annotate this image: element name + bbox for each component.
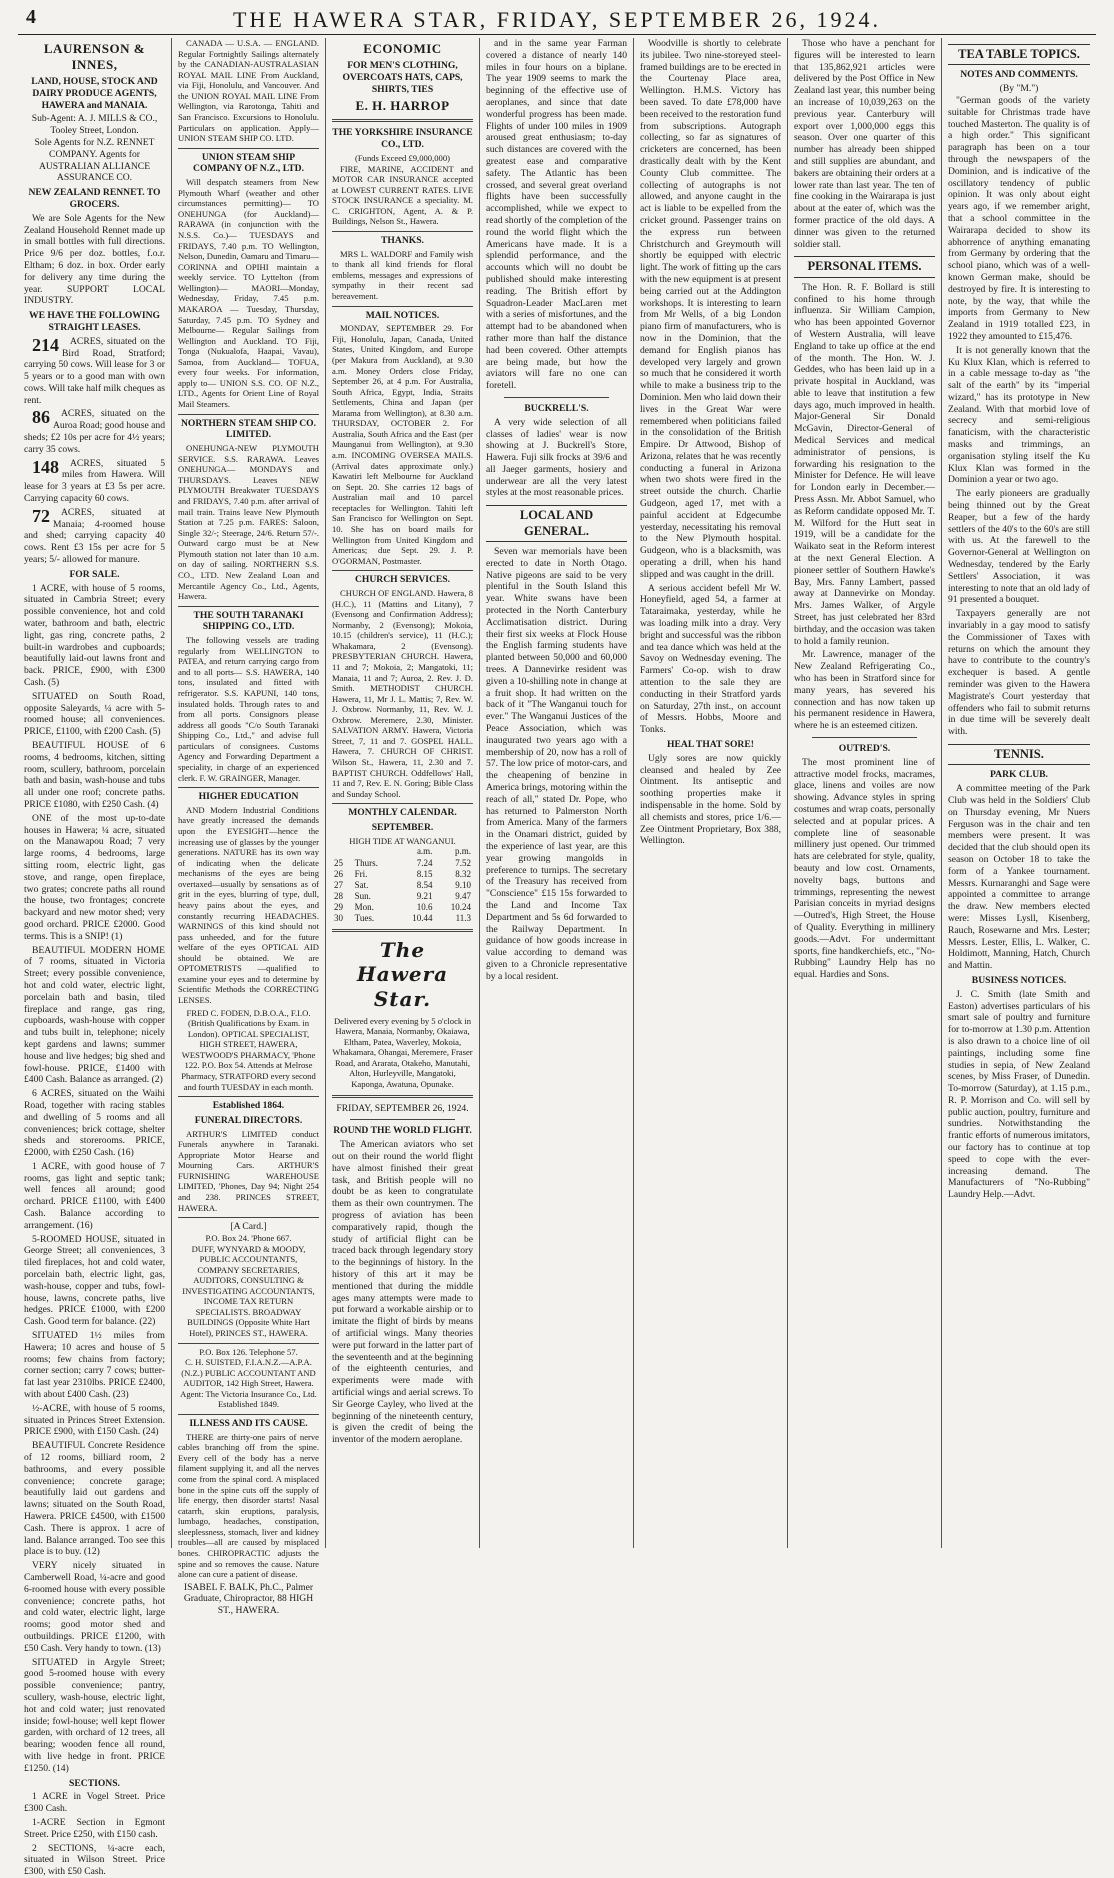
sale-item-9: SITUATED 1½ miles from Hawera; 10 acres and house of 5 rooms; few chains from factory; corner section; carry 7 cows; butter-fat last year 2310lbs. PRICE £2400, with about £400 Cash. (23): [24, 1330, 165, 1401]
sale-item-13: SITUATED in Argyle Street; good 5-roomed house with every possible convenience; pantry, scullery, wash-house, electric light, hot and cold water; just renovated inside; fowl-house; well kept flower garden, with orchard of 12 trees, all bearing; wooden fence all round, with live hedge in front. PRICE £1250. (14): [24, 1656, 165, 1774]
tennis-heading: TENNIS.: [948, 744, 1090, 765]
sale-item-11: BEAUTIFUL Concrete Residence of 12 rooms, billiard room, 2 bathrooms, and every possible convenience; concrete garage; beautifully laid out gardens and lawns; situated on the South Road, Hawera. PRICE £4500, with £1500 Cash. There is approx. 1 acre of land. Balance arranged. Too see this place is to buy. (12): [24, 1440, 165, 1558]
tide-cell: 9.47: [455, 890, 471, 901]
lease-1-text: ACRES, situated on the Bird Road, Stratford; carrying 50 cows. Will lease for 3 or 5 years or to a good man with own cows. Will take half milk cheques as rent.: [24, 335, 165, 406]
tea-table-text-3: The early pioneers are gradually being thinned out by the Great Reaper, but a few of the hardy settlers of the 40's to the 60's are still with us. At the farewell to the Governor-General at Wellington on Wednesday, tendered by the Early Settlers' Association, it was interesting to note that an old lady of 91 presented a bouquet.: [948, 488, 1090, 606]
mail-notices-heading: MAIL NOTICES.: [332, 306, 473, 322]
world-flight-text: The American aviators who set out on their round the world flight have almost finished their great task, and British people will no doubt be as keen to congratulate them as their own countrymen. The progress of aviation has been comparatively rapid, though the study of artificial flight can be traced back through legendary story to the beginnings of history. In the history of this art it may be mentioned that during the middle ages many attempts were made to put forward a workable airship or to imitate the flight of birds by means of artificial wings. Many theories were put forward in the latter part of the seventeenth and at the beginning of the eighteenth centuries, and experiments were made with artificial wings and aerial screws. To Sir George Cayley, who lived at the beginning of the nineteenth century, is given the credit of being the inventor of the modern aeroplane.: [332, 1139, 473, 1446]
tide-cell: Fri.: [354, 868, 368, 879]
church-services-heading: CHURCH SERVICES.: [332, 570, 473, 586]
sale-item-10: ½-ACRE, with house of 5 rooms, situated in Princes Street Extension. PRICE £900, with £150 Cash. (24): [24, 1402, 165, 1438]
personal-items-text-2: Mr. Lawrence, manager of the New Zealand Refrigerating Co., who has been in Stratford since for many years, has severed his connection and has now taken up his permanent residence in Hawera, where he is an esteemed citizen.: [794, 649, 935, 732]
tide-cell: Sat.: [354, 879, 369, 890]
northern-steamship-heading: NORTHERN STEAM SHIP CO. LIMITED.: [178, 414, 319, 442]
thanks-text: MRS L. WALDORF and Family wish to thank all kind friends for floral emblems, messages and expressions of sympathy in their recent sad bereavement.: [332, 248, 473, 301]
tide-col-weekday: [353, 846, 396, 857]
outred-heading: OUTRED'S.: [838, 743, 891, 754]
illness-heading: ILLNESS AND ITS CAUSE.: [178, 1414, 319, 1430]
duff-wynyard-moody-ad: DUFF, WYNYARD & MOODY, PUBLIC ACCOUNTANTS, COMPANY SECRETARIES, AUDITORS, CONSULTING & INVESTIGATING ACCOUNTANTS, INCOME TAX RETURN SPECIALISTS. BROADWAY BUILDINGS (Opposite White Hart Hotel), PRINCES ST., HAWERA.: [182, 1243, 315, 1339]
column-6: [788, 38, 942, 1548]
business-notices-heading: BUSINESS NOTICES.: [971, 974, 1067, 986]
personal-items-text: The Hon. R. F. Bollard is still confined to his home through influenza. Sir William Campion, who has been appointed Governor of Western Australia, will leave England to take up office at the end of the month. The Hon. W. J. Geddes, who has been laid up in a private hospital in Auckland, was able to leave that institution a few days ago, much improved in health. Major-General Sir Donald McGavin, Director-General of Medical Services and medical administrator of pensions, is forwarding his resignation to the Minister for Defence. He will leave for London early in December.—Press Assn. Mr. Abbot Samuel, who as Reform candidate opposed Mr. T. M. Wilford for the Hutt seat in 1919, will be a candidate for the Waikato seat in the Reform interest at the next General Election. A pioneer settler of Southern Hawke's Bay, Mrs. Fanny Lambert, passed away at Dannevirke on Monday. Mrs. James Walker, of Argyle Street, has just celebrated her 83rd birthday, and the occasion was taken to hold a family reunion.: [794, 281, 935, 647]
south-taranaki-shipping-heading: THE SOUTH TARANAKI SHIPPING CO., LTD.: [178, 606, 319, 634]
masthead: [18, 4, 1096, 35]
lease-3-text: ACRES, situated 5 miles from Hawera. Will lease for 3 years at £3 5s per acre. Carrying capacity 60 cows.: [24, 457, 165, 505]
hawera-star-flag: The Hawera Star.: [356, 937, 449, 1012]
local-news-text-1: Woodville is shortly to celebrate its jubilee. Two nine-storeyed steel-framed buildings are to be erected in the Courtenay Place area, Wellington. H.M.S. Victory has been saved. To date £78,000 have been received to the restoration fund from subscriptions. Autograph collecting, so far as signatures of cricketers are concerned, has been drastically dealt with by the Kent County Club committee. The collecting of autographs is not allowed, and anyone caught in the act is liable to be expelled from the cricket ground. Passenger trains on the express run between Christchurch and Greymouth will shortly be equipped with electric light. The work of fitting up the cars with the new equipment is at present being carried out at the Addington workshops. It is interesting to learn from Mr Wells, of a big London piano firm of manufacturers, who is now in the Dominion, that the demand for English pianos has developed very largely and grown so much that he considered it worth while to make a business trip to the Dominion. Men who laid down their lives in the Great War were remembered when politicians failed in the consolidation of the British Empire. Dr Attwood, Bishop of Arizona, relates that he was recently conducting a funeral in Arizona when two shots were fired in the street outside the church. Charlie Gudgeon, aged 17, met with a painful accident at Edgecumbe yesterday, necessitating his removal to the New Plymouth hospital. Gudgeon, who is a blacksmith, was operating a drill, when his hand slipped and was caught in the drill.: [640, 38, 781, 580]
tide-heading: HIGH TIDE AT WANGANUI.: [349, 835, 456, 846]
byline: (By "M."): [999, 83, 1039, 95]
newspaper-columns: [18, 38, 1096, 1878]
tea-table-text-1: "German goods of the variety suitable for Christmas trade have touched Masterton. The quality is of a high order." This significant paragraph has been on a tour through the newspapers of the Dominion, and is indicative of the oscillatory tendency of public opinion. It was only about eight years ago, if we remember aright, that a school committee in the Wairarapa decided to show its abhorrence of anything emanating from Germany by ordering that the school piano, which was of a well-known German make, should be destroyed by fire. It is interesting to note, by the way, that while the imports from Germany to New Zealand in 1919 totalled £23, in 1922 they amounted to £15,476.: [948, 94, 1090, 342]
tide-cell: 9.10: [455, 879, 471, 890]
funeral-heading: FUNERAL DIRECTORS.: [194, 1114, 303, 1126]
mail-notices-text: MONDAY, SEPTEMBER 29. For Fiji, Honolulu, Japan, Canada, United States, United Kingdom, and Europe (per Makura from Auckland), at 9.30 a.m. Money Orders close Friday, September 26, at 4 p.m. For Australia, South Africa, Egypt, India, Straits Settlements, China and Japan (per Marama from Wellington), at 8.30 a.m. THURSDAY, OCTOBER 2. For Australia, South Africa and the East (per Maunganui from Wellington), at 9.30 a.m. INCOMING OVERSEA MAILS. (Arrival dates approximate only.) Kawatiri left Melbourne for Auckland on Sept. 20. She carries 12 bags of Australian mail and 10 parcel receptacles for Wellington. Tahiti left San Francisco for Wellington on Sept. 10. She has on board mails for Wellington from United Kingdom and Americas; due Sept. 29. J. P. O'GORMAN, Postmaster.: [332, 323, 473, 566]
park-club-heading: PARK CLUB.: [990, 769, 1048, 781]
divider: [350, 1119, 455, 1120]
yorkshire-insurance-heading: THE YORKSHIRE INSURANCE CO., LTD.: [332, 127, 473, 151]
tea-table-topics-heading: TEA TABLE TOPICS.: [948, 44, 1090, 65]
tide-row: [332, 869, 473, 880]
newspaper-title: THE HAWERA STAR, FRIDAY, SEPTEMBER 26, 1924.: [233, 7, 881, 32]
local-general-heading: LOCAL AND GENERAL.: [486, 505, 627, 542]
sale-item-4: ONE of the most up-to-date houses in Hawera; ¼ acre, situated on the Manawapou Road; 7 very large rooms, 4 bedrooms, large sitting room, electric light, gas stove, and range, open fireplace, two grates; concrete paths all round the house, two frontages; concrete backyard and new motor shed; very good orchard. PRICE £2000. Good terms. This is a SNIP! (1): [24, 812, 165, 942]
divider: [332, 1095, 473, 1098]
section-item-3: 2 SECTIONS, ¼-acre each, situated in Wilson Street. Price £300, with £50 Cash.: [24, 1842, 165, 1878]
column-3: [326, 38, 480, 1548]
sale-item-7: 1 ACRE, with good house of 7 rooms, gas light and septic tank; well fences all around; good orchard. PRICE £1100, with £400 Cash. Balance according to arrangement. (16): [24, 1160, 165, 1231]
tide-cell: 8.32: [455, 868, 471, 879]
buckrell-heading: BUCKRELL'S.: [524, 402, 589, 414]
tide-table: [332, 846, 473, 923]
yorkshire-insurance-capital: (Funds Exceed £9,000,000): [355, 152, 450, 163]
laurenson-heading: LAURENSON & INNES,: [43, 41, 146, 72]
sale-item-12: VERY nicely situated in Camberwell Road, ¼-acre and good 6-roomed house with every possible convenience; concrete paths, hot and cold water, electric light, large rooms; good motor shed and outbuildings. PRICE £1200, with £50 Cash. Very handy to town. (13): [24, 1560, 165, 1654]
lease-heading: WE HAVE THE FOLLOWING STRAIGHT LEASES.: [28, 310, 161, 333]
tide-cell: 30: [334, 912, 343, 923]
tide-cell: 9.21: [416, 890, 433, 901]
sale-item-3: BEAUTIFUL HOUSE of 6 rooms, 4 bedrooms, kitchen, sitting room, scullery, bathroom, porcelain bath and basin, wash-house and tubs all under one roof; concrete paths. PRICE £1080, with £250 Cash. (4): [24, 740, 165, 810]
section-item-2: 1-ACRE Section in Egmont Street. Price £250, with £150 cash.: [24, 1816, 165, 1840]
monthly-calendar-heading: MONTHLY CALENDAR.: [332, 803, 473, 819]
buckrell-text: A very wide selection of all classes of ladies' wear is now showing at J. Buckrell's Store, Hawera. Fuji silk frocks at 39/6 and all Jaeger garments, hosiery and underwear are all the very latest styles at the most reasonable prices.: [486, 416, 627, 499]
divider: [812, 737, 917, 738]
notes-comments-heading: NOTES AND COMMENTS.: [960, 69, 1078, 81]
northern-steamship-text: ONEHUNGA-NEW PLYMOUTH SERVICE. S.S. RARAWA. Leaves ONEHUNGA— MONDAYS and THURSDAYS. Leaves NEW PLYMOUTH Breakwater TUESDAYS and FRIDAYS, 7.40 p.m. after arrival of mail train. Trains leave New Plymouth Station at 7.25 p.m. FARES: Saloon, Single 32/-; Steerage, 24/6. Return 57/-. Outward cargo must be at New Plymouth station not later than 10 a.m. on day of sailing. NORTHERN S.S. CO., LTD. New Zealand Loan and Mercantile Agency Co., Ltd., Agents, Hawera.: [178, 443, 319, 602]
sale-item-8: 5-ROOMED HOUSE, situated in George Street; all conveniences, 3 tiled fireplaces, hot and cold water, porcelain bath, electric light, gas, wash-house, copper and tubs, fowl-house, lawns, concrete paths, live hedges. PRICE £1000, with £200 Cash. Good term for balance. (22): [24, 1233, 165, 1328]
economic-text: FOR MEN'S CLOTHING, OVERCOATS HATS, CAPS, SHIRTS, TIES: [342, 59, 463, 95]
foden-optician-ad: FRED C. FODEN, D.B.O.A., F.I.O. (British Qualifications by Exam. in London). OPTICAL SPECIALIST, HIGH STREET, HAWERA, WESTWOOD'S PHARMACY, 'Phone 122. P.O. Box 54. Attends at Melrose Pharmacy, STRATFORD every second and fourth TUESDAY in each month.: [181, 1007, 316, 1092]
tide-col-am: a.m.: [416, 846, 433, 857]
south-taranaki-shipping-text: The following vessels are trading regularly from WELLINGTON to PATEA, and return carrying cargo from and to all ports— S.S. HAWERA, 140 tons, insulated and fitted with refrigerator. S.S. KAPUNI, 140 tons, insulated holds. Through rates to and from all ports. Consignors please address all goods "C/o South Taranaki Shipping Co., Ltd.," and advise full particulars of consignees. Customs Agency and Forwarding Department a speciality, in charge of an experienced clerk. F. W. GRAINGER, Manager.: [178, 635, 319, 783]
lease-2-text: ACRES, situated on the Auroa Road; good house and sheds; £2 10s per acre for 4½ years; carry 35 cows.: [24, 408, 165, 455]
local-news-text-3: Those who have a penchant for figures will be interested to learn that 135,862,921 articles were delivered by the Post Office in New Zealand last year, this number being an increase of 10,039,263 on the previous year. Canterbury will export over 1,000,000 eggs this season. Over one quarter of this number has already been shipped and still supplies are abundant, and bakers are obtaining their orders at a lower rate than last year. The ten of fine cooking in the Wairarapa is just about at the eater of, which was the former practice of the old days. A dinner was given to the returned soldier stall.: [794, 38, 935, 250]
divider: [504, 397, 609, 398]
thanks-heading: THANKS.: [332, 231, 473, 247]
section-item-1: 1 ACRE in Vogel Street. Price £300 Cash.: [24, 1791, 165, 1815]
canada-shipping-ad: CANADA — U.S.A. — ENGLAND. Regular Fortnightly Sailings alternately by the CANADIAN-AUSTRALASIAN ROYAL MAIL LINE From Auckland, via Fiji, Honolulu, and Vancouver. And the UNION ROYAL MAIL LINE From Wellington, via Rarotonga, Tahiti and San Francisco. Excursions to Honolulu. Particulars on application. Apply— UNION STEAM SHIP CO. LTD.: [178, 38, 319, 144]
issue-date: FRIDAY, SEPTEMBER 26, 1924.: [336, 1102, 469, 1114]
world-flight-heading: ROUND THE WORLD FLIGHT.: [333, 1125, 472, 1137]
tide-cell: 29: [334, 901, 343, 912]
laurenson-subheading: LAND, HOUSE, STOCK AND DAIRY PRODUCE AGENTS, HAWERA and MANAIA.: [31, 75, 158, 111]
rennet-text: We are Sole Agents for the New Zealand Household Rennet made up in small bottles with full directions. Price 9/6 per doz. bottles, f.o.r. Eltham; 6 doz. in box. Order early for delivery any time during the year. SUPPORT LOCAL INDUSTRY.: [24, 212, 165, 307]
tide-row: [332, 902, 473, 913]
balk-chiropractor-ad: ISABEL F. BALK, Ph.C., Palmer Graduate, Chiropractor, 88 HIGH ST., HAWERA.: [183, 1581, 314, 1617]
column-2: [172, 38, 326, 1617]
established-line: Established 1864.: [178, 1096, 319, 1112]
church-services-text: CHURCH OF ENGLAND. Hawera, 8 (H.C.), 11 (Mattins and Litany), 7 (Evensong and Confirmation Address); Normanby, 2 (Evensong); Mokoia, 10.15 (children's service), 11 (H.C.); Whakamara, 2 (Evensong). PRESBYTERIAN CHURCH. Hawera, 11 and 7; Mokoia, 2; Mangatoki, 11; Manaia, 11 and 7; Auroa, 2. Rev. J. D. Smith. METHODIST CHURCH. Hawera, 11, Mr J. L. Mattis; 7, Rev. W. J. Oxbrow. Normanby, 11, Rev. W. J. Oxbrow. Meremere, 2.30, Minister. SALVATION ARMY. Hawera, Victoria Street, 7, 11 and 7. GOSPEL HALL. Hawera, 7. CHURCH OF CHRIST. Wilson St., Hawera, 11, 2.30 and 7. BAPTIST CHURCH. Oddfellows' Hall, 11 and 7, Rev. E. N. Goring; Bible Class and Sunday School.: [332, 588, 473, 799]
tide-row: [332, 880, 473, 891]
personal-items-heading: PERSONAL ITEMS.: [794, 256, 935, 277]
heal-sore-text: Ugly sores are now quickly cleansed and healed by Zee Ointment. Its antiseptic and soothing properties make it indispensable in the home. Sold by all chemists and stores, price 1/6.—Zee Ointment Proprietary, Box 388, Wellington.: [640, 752, 781, 847]
tide-cell: 7.24: [416, 857, 433, 868]
tide-cell: 26: [334, 868, 343, 879]
harrop-name: E. H. HARROP: [355, 98, 450, 114]
sale-item-6: 6 ACRES, situated on the Waihi Road, together with racing stables and dwelling of 5 rooms and all conveniences; brick cottage, shelter sheds and storerooms. PRICE, £2000, with £250 Cash. (16): [24, 1088, 165, 1159]
tide-col-pm: p.m.: [454, 846, 471, 857]
column-4: [480, 38, 634, 1548]
tide-cell: 27: [334, 879, 343, 890]
column-7: [942, 38, 1096, 1548]
higher-education-text: AND Modern Industrial Conditions have greatly increased the demands upon the EYESIGHT—hence the increasing use of glasses by the younger generations. NATURE has its own way of indicating when the delicate mechanisms of the eyes are being overtaxed—usually by sensations as of grit in the eyes, blurring of type, dull, heavy pains about the eyes, and constantly recurring HEADACHES. WARNINGS of this kind should not pass unheeded, and for the future welfare of the eyes OPTICAL AID should be obtained. We are OPTOMETRISTS —qualified to examine your eyes and to determine by Scientific Methods the CORRECTING LENSES.: [178, 804, 319, 1006]
lease-4-acres: 72: [32, 505, 50, 526]
lease-2-acres: 86: [32, 407, 50, 428]
page-number: 4: [26, 6, 36, 28]
tide-row: [332, 891, 473, 902]
sale-heading: FOR SALE.: [69, 568, 120, 580]
sale-item-5: BEAUTIFUL MODERN HOME of 7 rooms, situated in Victoria Street; every possible convenience, hot and cold water, electric light, porcelain bath and basin, tiled fireplace and range, gas ring, cupboards, wash-house with copper and tubs built in, telephone; nicely kept gardens and lawns; summer house and live hedges; big shed and fowl-house. PRICE, £1400 with £400 Cash. Balance as arranged. (2): [24, 944, 165, 1086]
tide-cell: 10.44: [412, 912, 433, 923]
park-club-text: A committee meeting of the Park Club was held in the Soldiers' Club on Thursday evening, Mr Nuers Ferguson was in the chair and ten members were present. It was decided that the club should open its season on October 18 to take the form of a Yankee tournament. Messrs. Kurnaranghi and Sage were appointed a committee to arrange the draw. New members elected were: Misses Lysll, Kisenberg, Rauch, Rosewarne and Mrs. Lester; Messrs. Lester, Ellis, L. Walker, C. Holdimott, Manning, Hatch, Church and Mattin.: [948, 783, 1090, 972]
tea-table-text-2: It is not generally known that the Ku Klux Klan, which is referred to in a cable message to-day as "the salt of the earth" by its "imperial wizard," has its prototype in New Zealand. With that morbid love of secrecy and semi-religious fanaticism, with the characteristic masks and trimmings, an organisation styling itself the Ku Klux Klan was formed in the Dominion a year or two ago.: [948, 344, 1090, 486]
tide-row: [332, 858, 473, 869]
higher-education-heading: HIGHER EDUCATION: [178, 787, 319, 803]
calendar-month: SEPTEMBER.: [371, 822, 434, 834]
rennet-heading: NEW ZEALAND RENNET. TO GROCERS.: [28, 187, 161, 210]
divider: [332, 119, 473, 122]
tide-cell: Tues.: [354, 912, 375, 923]
tide-cell: 7.52: [455, 857, 471, 868]
heal-sore-heading: HEAL THAT SORE!: [667, 739, 754, 751]
tide-cell: Mon.: [354, 901, 374, 912]
business-notices-text: J. C. Smith (late Smith and Easton) advertises particulars of his smart sale of poultry and furniture for to-morrow at 1.30 p.m. Attention is also drawn to a choice line of oil paintings, including some fine studies in sepia, of New Zealand scenes, by Miss Fraser, of Dunedin. To-morrow (Saturday), at 1.15 p.m., R. P. Morrison and Co. will sell by public auction, poultry, furniture and sundries. Notwithstanding the frantic efforts of numerous imitators, our factory has to continue at top speed to cope with the ever-increasing demand. The Manufacturers of "No-Rubbing" Laundry Help.—Advt.: [948, 988, 1090, 1201]
card-label: [A Card.]: [178, 1217, 319, 1233]
tide-cell: 28: [334, 890, 343, 901]
subagent-line: Sub-Agent: A. J. MILLS & CO., Tooley Street, London.: [31, 113, 158, 137]
sale-item-2: SITUATED on South Road, opposite Saleyards, ¼ acre with 5-roomed house; all conveniences. PRICE, £1100, with £200 Cash. (5): [24, 690, 165, 738]
tea-table-text-4: Taxpayers generally are not invariably in a gay mood to satisfy the Commissioner of Taxes with returns on which the amount they have to contribute to the country's exchequer is based. A gentle reminder was given to the Hawera Magistrate's Court yesterday that offenders who fail to submit returns in due time will be severely dealt with.: [948, 608, 1090, 738]
duff-contact: P.O. Box 24. 'Phone 667.: [205, 1232, 292, 1243]
tide-cell: 10.6: [416, 901, 433, 912]
column-5: [634, 38, 788, 1548]
tide-cell: 10.24: [450, 901, 471, 912]
yorkshire-insurance-text: FIRE, MARINE, ACCIDENT and MOTOR CAR INSURANCE accepted at LOWEST CURRENT RATES. LIVE STOCK INSURANCE a speciality. M. C. CRIGHTON, Agent, A. & P. Buildings, Nelson St., Hawera.: [332, 163, 473, 227]
union-steamship-text: Will despatch steamers from New Plymouth Wharf (weather and other circumstances permitting)— TO ONEHUNGA (for Auckland)— RARAWA (in conjunction with the N.S.S. Co.)— TUESDAYS and FRIDAYS, 7.40 p.m. TO Wellington, Nelson, Dunedin, Oamaru and Timaru— CORINNA and OPIHI maintain a weekly service. TO Lyttelton (from Wellington)— MAORI—Monday, Wednesday, Friday, 7.45 p.m. MAKAROA — Tuesday, Thursday, Saturday, 7.45 p.m. TO Sydney and Melbourne— Regular Sailings from Wellington and Auckland. TO Fiji, Tonga (Nukualofa, Haapai, Vavau), Samoa, from Auckland— TOFUA, every four weeks. For information, apply to— UNION S.S. CO. OF N.Z., LTD., Agents for Orient Line of Royal Mail Steamers.: [178, 177, 319, 410]
suisted-contact: P.O. Box 126. Telephone 57.: [178, 1343, 319, 1358]
sections-heading: SECTIONS.: [69, 1777, 120, 1789]
delivery-notice: Delivered every evening by 5 o'clock in Hawera, Manaia, Normanby, Okaiawa, Eltham, Patea, Waverley, Mokoia, Whakamara, Ohangai, Meremere, Fraser Road, and Ararata, Otakeho, Manutahi, Alton, Hurleyville, Mangatoki, Kaponga, Awatuna, Opunake.: [332, 1015, 473, 1090]
lease-3-acres: 148: [32, 456, 59, 477]
local-general-text: Seven war memorials have been erected to date in North Otago. Native pigeons are said to be very plentiful in the South Island this year. White swans have been protected in the North Canterbury Acclimatisation district. During their first six weeks at Flock House the English farming students have planted between 50,000 and 60,000 trees. A Dannevirke resident was given a 10-shilling note in change at a fruit shop. It had written on the back of it "The Wanganui touch for ever." The Wanganui Justices of the Peace Association, which was inaugurated two years ago with a membership of 20, now has a roll of 57. The low price of motor-cars, and the cheapening of benzine in America brings, motoring within the reach of all," stated Dr. Pope, who has returned to Palmerston North from America. Many of the farmers in the Onamari district, guided by the experience of last year, are this year growing mangolds in preference to turnips. The secretary of the Treasury has received from "Conscience" £15 15s forwarded to the Land and Income Tax Department and 5s 6d forwarded to the Railway Department. In guidance of how goods increase in value according to demand was given to a Chronicle representative by a local resident.: [486, 546, 627, 982]
tide-row: [332, 913, 473, 924]
funeral-text: ARTHUR'S LIMITED conduct Funerals anywhere in Taranaki. Appropriate Motor Hearse and Mourning Cars. ARTHUR'S FURNISHING WAREHOUSE LIMITED, 'Phones, Day 94; Night 254 and 238. PRINCES STREET, HAWERA.: [178, 1128, 319, 1213]
tide-cell: Thurs.: [354, 857, 378, 868]
sale-item-1: 1 ACRE, with house of 5 rooms, situated in Cambria Street; every possible convenience, hot and cold water, bathroom and bath, electric light, gas ring, concrete paths, 2 built-in wardrobes and cupboards; beautifully laid-out lawns front and back. PRICE, £900, with £300 Cash. (5): [24, 582, 165, 689]
economic-heading: ECONOMIC: [363, 41, 442, 56]
union-steamship-heading: UNION STEAM SHIP COMPANY OF N.Z., LTD.: [178, 148, 319, 176]
outred-text: The most prominent line of attractive model frocks, macrames, glace, linens and voiles are now showing. Advance styles in spring costumes and wrap coats, personally selected and at popular prices. A complete line of seasonable millinery just opened. Our trimmed hats are celebrated for style, quality, beauty and low cost. Ornaments, novelty bags, buttons and trimmings, representing the newest Parisian conceits in myriad designs—Outred's, High Street, the House of Quality. Everything in millinery goods.—Advt. For undermittant sports, fine handkerchiefs, etc., "No-Rubbing" Laundry Help has no equal. Hardies and Sons.: [794, 756, 935, 981]
local-news-text-2: A serious accident befell Mr W. Honeyfield, aged 54, a farmer at Tataraimaka, yesterday, while he was loading milk into a dray. Very bright and successful was the ribbon and tea dance which was held at the Savoy on Wednesday evening. The Farmers' Co-op. wish to draw attention to the sale they are conducting in their Stratford yards on Saturday, 27th inst., on account of Messrs. Hobbs, Moore and Tonks.: [640, 582, 781, 736]
tide-cell: 8.54: [416, 879, 433, 890]
agents-line: Sole Agents for N.Z. RENNET COMPANY. Agents for AUSTRALIAN ALLIANCE ASSURANCE CO.: [34, 136, 155, 184]
world-flight-continued: and in the same year Farman covered a distance of nearly 140 miles in four hours on a biplane. The year 1909 seems to mark the beginning of the effective use of aeroplanes, and since that date wonderful progress has been made. Flights of under 100 miles in 1909 aroused great enthusiasm; to-day such distances are covered with the greatest ease and comparative safety. The Atlantic has been crossed, and several great overland flights have been successfully accomplished, while we expect to read shortly of the completion of the round the world flight which the Americans have made. It is a splendid performance, and the accounts which will no doubt be published should make interesting reading. The British effort by Squadron-Leader MacLaren met with a series of misfortunes, and the attempt had to be abandoned when rather more than half the distance had been covered. Other attempts are being made, but how the aviators will fare no one can foretell.: [486, 38, 627, 392]
column-1: [18, 38, 172, 1878]
divider: [332, 929, 473, 932]
illness-text: THERE are thirty-one pairs of nerve cables branching off from the spine. Every cell of the body has a nerve filament supplying it, and all the nerves come from the spinal cord. A misplaced bone in the spine cuts off the supply of life energy, then disorder starts! Nasal catarrh, skin eruptions, paralysis, lumbago, headaches, constipation, sleeplessness, stomach, liver and kidney troubles—all are caused by misplaced bones. CHIROPRACTIC adjusts the spine and so removes the cause. Nature alone can cure a patient of disease.: [178, 1431, 319, 1580]
tide-cell: 8.15: [416, 868, 433, 879]
lease-1-acres: 214: [32, 334, 59, 355]
tide-col-day: [332, 846, 353, 857]
tide-cell: Sun.: [354, 890, 371, 901]
lease-4-text: ACRES, situated at Manaia; 4-roomed house and shed; carrying capacity 40 cows. Rent £3 15s per acre for 5 years; 5/- allowed for manure.: [24, 506, 165, 566]
tide-cell: 25: [334, 857, 343, 868]
suisted-ad: C. H. SUISTED, F.I.A.N.Z.—A.P.A. (N.Z.) PUBLIC ACCOUNTANT AND AUDITOR, 142 High Street, Hawera. Agent: The Victoria Insurance Co., Ltd. Established 1849.: [180, 1357, 317, 1410]
tide-cell: 11.3: [455, 912, 471, 923]
